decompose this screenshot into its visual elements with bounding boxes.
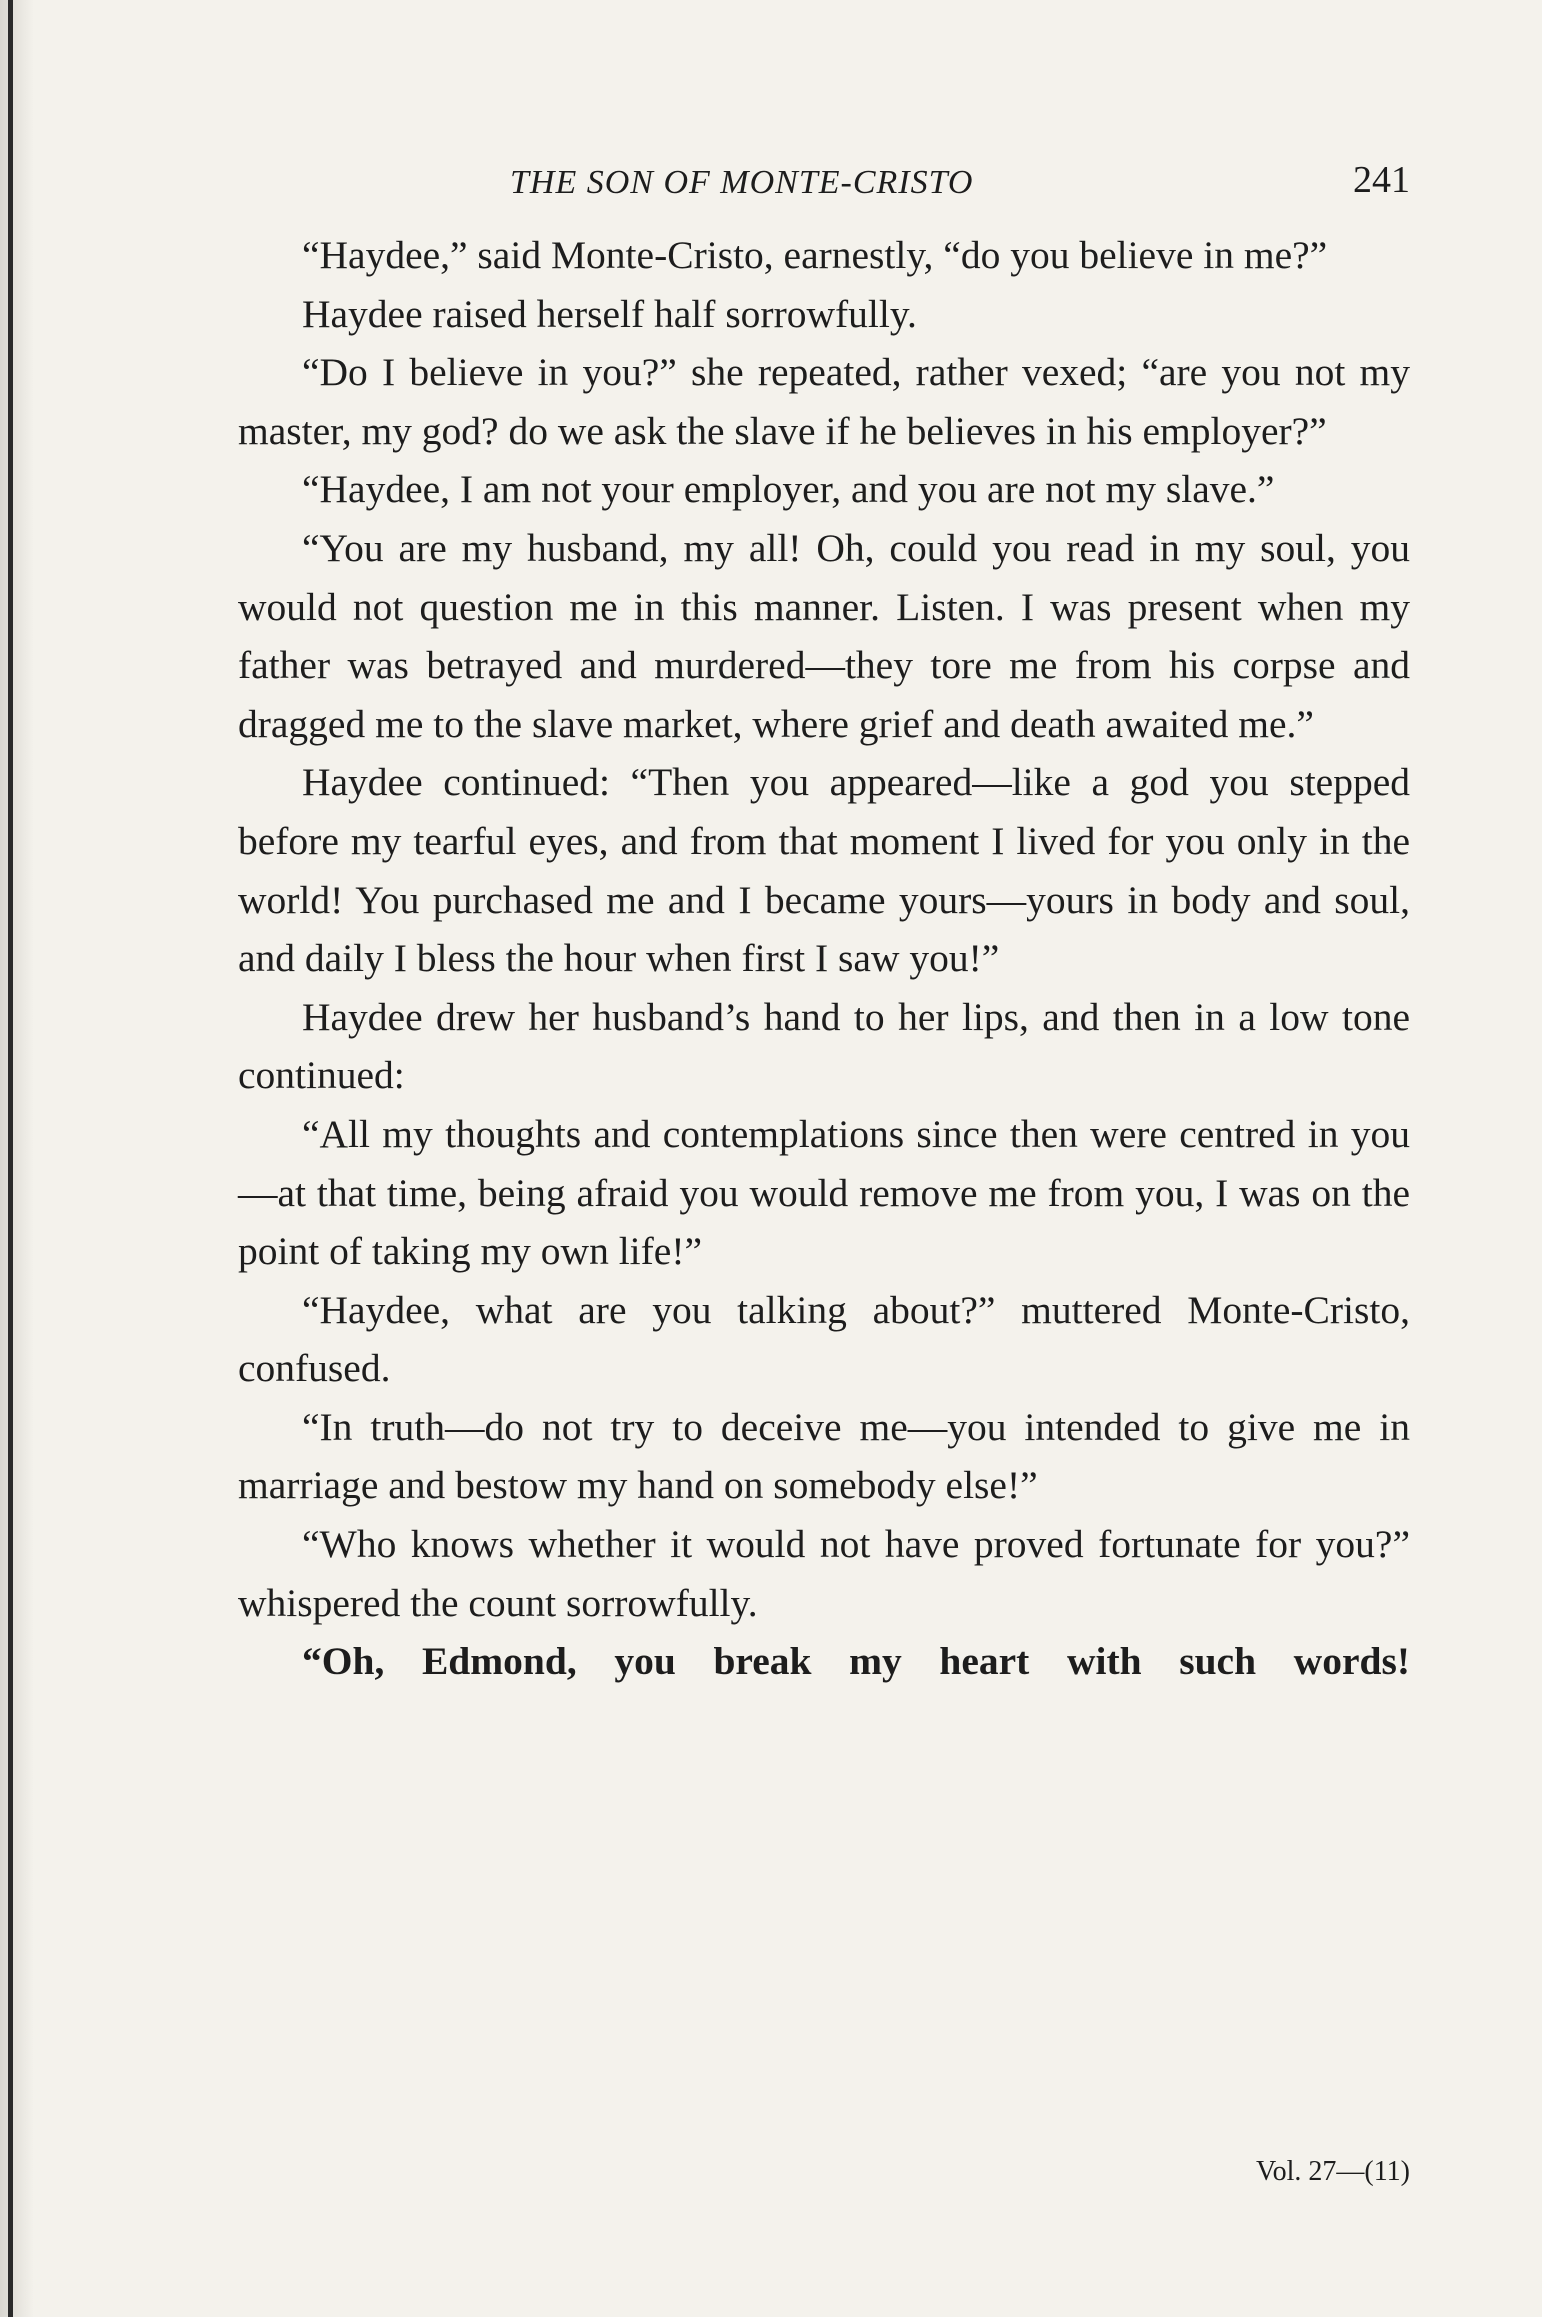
signature-mark: Vol. 27—(11): [1256, 2156, 1410, 2187]
paragraph: “Haydee, what are you talking about?” muttered Monte-Cristo, confused.: [238, 1287, 1410, 1391]
body-text: [238, 226, 1410, 1691]
binding-shadow: [0, 0, 34, 2317]
paragraph: Haydee continued: “Then you appeared—like a god you stepped before my tearful eyes, and from that moment I lived for you only in the world! You purchased me and I became yours—yours in body and soul, and daily I bless the hour when first I saw you!”: [238, 760, 1410, 981]
paragraph: “Haydee, I am not your employer, and you are not my slave.”: [302, 467, 1275, 512]
paragraph: Haydee raised herself half sorrowfully.: [302, 291, 917, 336]
running-title: THE SON OF MONTE-CRISTO: [510, 164, 974, 201]
paragraph: “Do I believe in you?” she repeated, rather vexed; “are you not my master, my god? do we ask the slave if he believes in his employer?”: [238, 350, 1410, 453]
running-head: [238, 152, 1410, 216]
paragraph: “In truth—do not try to deceive me—you intended to give me in marriage and bestow my hand on somebody else!”: [238, 1404, 1410, 1508]
paragraph: “Haydee,” said Monte-Cristo, earnestly, “do you believe in me?”: [302, 233, 1328, 277]
paragraph: “Oh, Edmond, you break my heart with such words!: [302, 1639, 1410, 1684]
page-number: 241: [1353, 159, 1410, 201]
text-block: [238, 152, 1410, 2187]
paragraph: “Who knows whether it would not have proved fortunate for you?” whispered the count sorrowfully.: [238, 1522, 1410, 1625]
paragraph: “All my thoughts and contemplations since then were centred in you—at that time, being afraid you would remove me from you, I was on the point of taking my own life!”: [238, 1111, 1410, 1274]
binding-edge-line: [8, 0, 13, 2317]
paragraph: “You are my husband, my all! Oh, could you read in my soul, you would not question me in this manner. Listen. I was present when my father was betrayed and murdered—they tore me from his corpse and dragged me to the slave market, where grief and death awaited me.”: [238, 525, 1410, 746]
paragraph: Haydee drew her husband’s hand to her lips, and then in a low tone continued:: [238, 994, 1410, 1098]
